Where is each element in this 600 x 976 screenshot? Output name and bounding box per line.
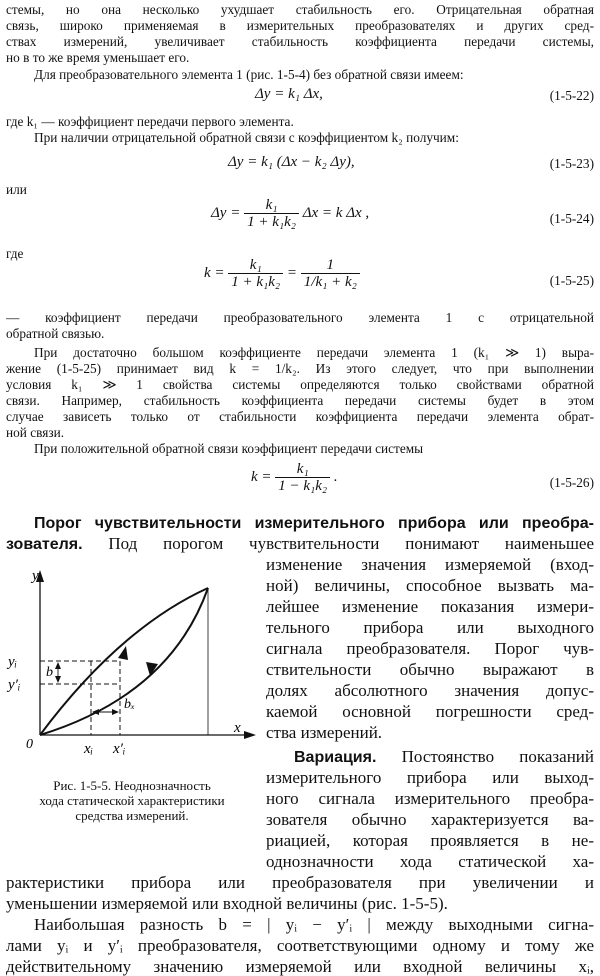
text-line: или	[6, 182, 27, 197]
text-line: ного сигнала измерительного преобра-	[266, 789, 594, 808]
text-line	[294, 747, 594, 767]
text-line: стемы, но она несколько ухудшает стабильность его. Отрицательная обратная	[6, 2, 594, 17]
text-line: ной) величины, способное вызвать ма-	[266, 576, 594, 595]
b-arrow-down-icon	[55, 676, 61, 683]
fraction	[244, 197, 299, 230]
text-line: лейшее изменение показания измери-	[266, 597, 594, 616]
text-line: рактеристики прибора или преобразователя при увеличении и	[6, 873, 594, 892]
text-line: При достаточно большом коэффициенте передачи элемента 1 (k₁ ≫ 1) выра-	[34, 345, 594, 360]
text-line: риацией, которая проявляется в не-	[266, 831, 594, 850]
text-line: ства измерений.	[266, 723, 383, 742]
text-line: жение (1-5-25) принимает вид k = 1/k₂. Из этого следует, что при выполнении	[6, 361, 594, 376]
equation-number: (1-5-23)	[549, 156, 594, 171]
hysteresis-figure	[0, 560, 262, 760]
section-heading: зователя.	[6, 536, 83, 553]
caption-line: хода статической характеристики	[39, 793, 225, 808]
b-arrow-up-icon	[55, 662, 61, 669]
section-heading: Вариация.	[294, 749, 377, 766]
section-heading-line	[34, 513, 594, 533]
heading-tail: Под порогом чувствительности понимают наименьшее	[108, 534, 594, 553]
x-axis-arrow-icon	[244, 731, 256, 739]
equation-number: (1-5-24)	[549, 211, 594, 226]
denominator: 1 + k₁k₂	[231, 274, 281, 290]
text-line: действительному значению измеряемой или входной величины xᵢ,	[6, 957, 594, 976]
caption-line: средства измерений.	[75, 808, 189, 823]
text-line: связь, широко применяемая в измерительных преобразователях и других сред-	[6, 18, 594, 33]
equation-1-5-23: Δy = k₁ (Δx − k₂ Δy),	[228, 154, 355, 170]
origin-label: 0	[26, 737, 33, 752]
figure-caption	[6, 778, 258, 823]
text-line: условия k₁ ≫ 1 свойства системы определяются только свойствами обратной	[6, 377, 594, 392]
text-line: однозначности хода статической ха-	[266, 852, 594, 871]
y-axis-label: y	[32, 568, 39, 584]
text-line: Наибольшая разность b = | yᵢ − y′ᵢ | между выходными сигна-	[34, 915, 594, 934]
eq-lhs: Δy =	[211, 204, 241, 221]
xi-label: xᵢ	[84, 741, 94, 757]
text-line: зователя обычно характеризуется ва-	[266, 810, 594, 829]
equation-1-5-26	[251, 461, 338, 494]
text-line: — коэффициент передачи преобразовательного элемента 1 с отрицательной	[6, 310, 594, 325]
text-line: уменьшении измеряемой или входной величины (рис. 1-5-5).	[6, 894, 448, 913]
text-line: где k₁ — коэффициент передачи первого элемента.	[6, 114, 294, 129]
equation-1-5-24	[211, 197, 369, 230]
text-line: но в то же время уменьшает его.	[6, 50, 190, 65]
equation-number: (1-5-25)	[549, 273, 594, 288]
b-label: b	[46, 665, 53, 680]
yi-label: yᵢ	[8, 654, 18, 670]
text-line: ствительности обычно выражают в	[266, 660, 594, 679]
text-line: ствах измерений, увеличивает стабильность коэффициента передачи системы,	[6, 34, 594, 49]
numerator: k₁	[228, 257, 283, 274]
text-line: лами yᵢ и y′ᵢ преобразователя, соответствующими одному и тому же	[6, 936, 594, 955]
eq-dot: .	[333, 468, 338, 485]
equation-number: (1-5-26)	[549, 475, 594, 490]
text-line: обратной связью.	[6, 326, 105, 341]
text-line: При наличии отрицательной обратной связи с коэффициентом k₂ получим:	[34, 130, 459, 145]
fraction	[301, 257, 360, 290]
eq-lhs: k =	[204, 264, 225, 281]
text-line: тельного прибора или выходного	[266, 618, 594, 637]
numerator: k₁	[275, 461, 330, 478]
bx-label: bₓ	[124, 697, 135, 712]
text-line: случае зависеть только от стабильности коэффициента передачи элемента обрат-	[6, 409, 594, 424]
heading-tail: Постоянство показаний	[401, 747, 594, 766]
text-line: где	[6, 246, 24, 261]
caption-line: Рис. 1-5-5. Неоднозначность	[53, 778, 211, 793]
text-line	[6, 534, 594, 554]
numerator: k₁	[244, 197, 299, 214]
text-line: измерительного прибора или выход-	[266, 768, 594, 787]
text-line: долях абсолютного значения допус-	[266, 681, 594, 700]
text-line: сигнала преобразователя. Порог чув-	[266, 639, 594, 658]
yi-prime-label: y′ᵢ	[8, 677, 21, 693]
eq-equals: =	[286, 264, 298, 281]
eq-lhs: k =	[251, 468, 272, 485]
text-line: каемой основной погрешности сред-	[266, 702, 594, 721]
equation-1-5-25	[204, 257, 360, 290]
equation-1-5-22: Δy = k₁ Δx,	[255, 86, 323, 102]
eq-rhs: Δx = k Δx ,	[302, 204, 370, 221]
denominator: 1 + k₁k₂	[247, 214, 296, 230]
fraction	[228, 257, 283, 290]
denominator: 1/k₁ + k₂	[303, 274, 357, 290]
numerator: 1	[301, 257, 360, 274]
text-line: Для преобразовательного элемента 1 (рис. 1-5-4) без обратной связи имеем:	[34, 67, 464, 82]
equation-number: (1-5-22)	[549, 88, 594, 103]
x-axis-label: x	[234, 720, 241, 736]
text-line: связи. Например, стабильность коэффициента передачи системы будет в этом	[6, 393, 594, 408]
xi-prime-label: x′ᵢ	[113, 741, 126, 757]
text-line: изменение значения измеряемой (вход-	[266, 555, 594, 574]
bx-arrow-right-icon	[112, 709, 119, 715]
text-line: При положительной обратной связи коэффициент передачи системы	[34, 441, 424, 456]
denominator: 1 − k₁k₂	[278, 478, 328, 494]
text-line: ной связи.	[6, 425, 65, 440]
section-heading: Порог чувствительности измерительного прибора или преобра-	[34, 515, 594, 532]
fraction	[275, 461, 330, 494]
